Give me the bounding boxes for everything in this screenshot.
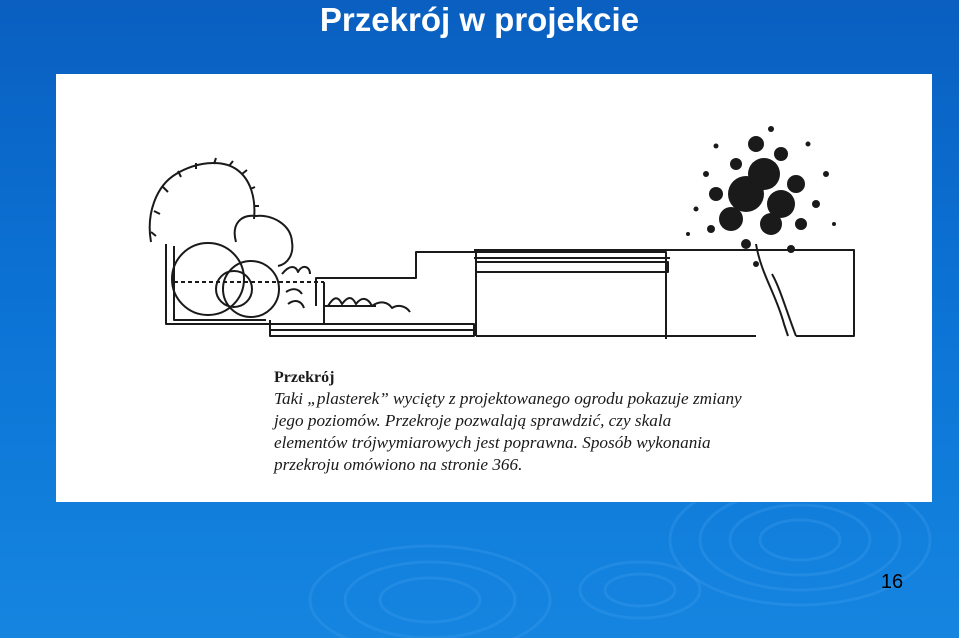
- page-number: 16: [880, 571, 904, 593]
- bench: [474, 250, 670, 339]
- hedge-outline: [150, 163, 255, 242]
- caption-line: jego poziomów. Przekroje pozwalają sprawdzić, czy skala: [274, 411, 672, 430]
- tree-canopy: [686, 126, 836, 267]
- caption-line: elementów trójwymiarowych jest poprawna. Sposób wykonania: [274, 433, 711, 452]
- fern-plant: [282, 267, 310, 308]
- slide-title: Przekrój w projekcie: [319, 1, 640, 38]
- shrub-large: [172, 243, 244, 315]
- bush-outline: [235, 216, 293, 266]
- steps: [270, 324, 474, 336]
- caption-heading: Przekrój: [274, 369, 335, 386]
- caption-line: przekroju omówiono na stronie 366.: [274, 455, 523, 474]
- shrub-inner: [216, 271, 252, 307]
- figure-caption: [274, 368, 834, 476]
- caption-line: Taki „plasterek” wycięty z projektowanego ogrodu pokazuje zmiany: [274, 389, 742, 408]
- tree-trunk: [756, 244, 796, 336]
- section-figure: [56, 74, 932, 502]
